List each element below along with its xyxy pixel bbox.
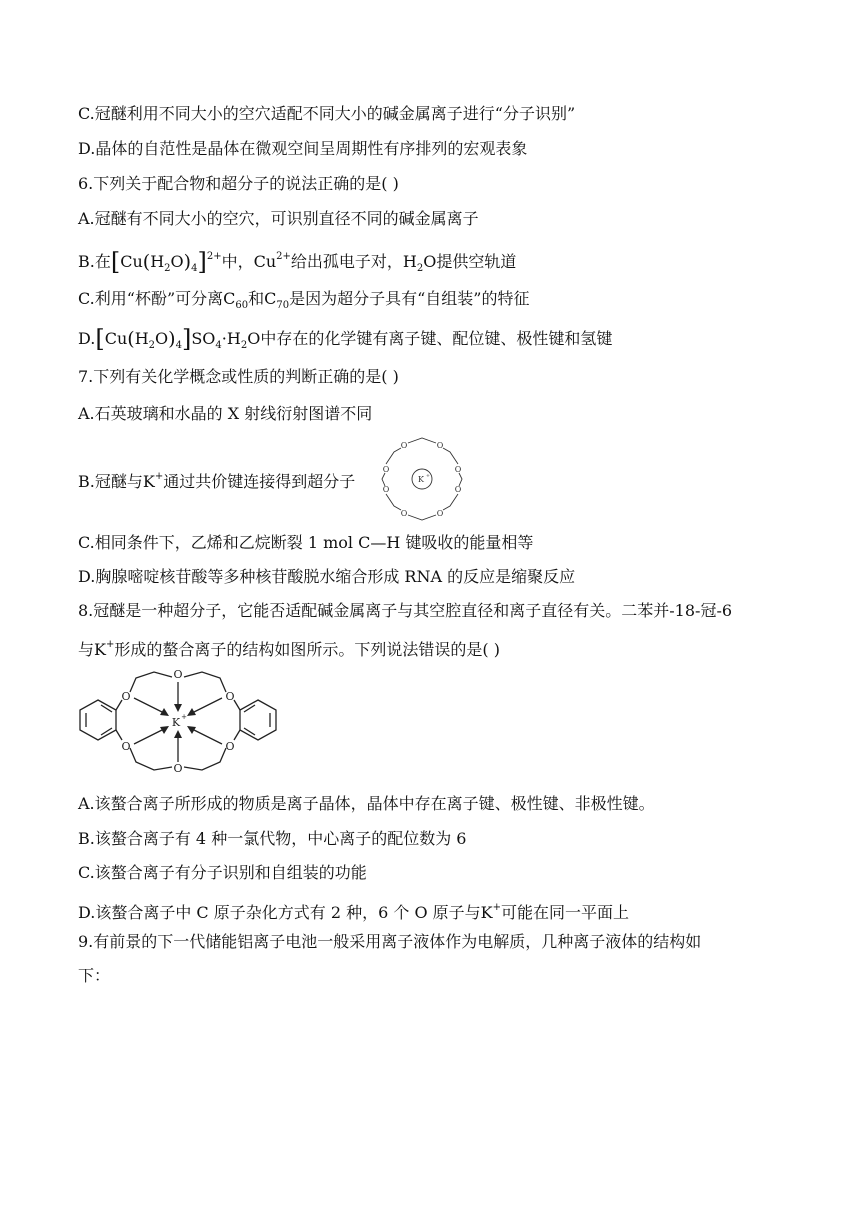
q7-stem: 7.下列有关化学概念或性质的判断正确的是( )	[78, 367, 399, 386]
q6-c-text-3: 是因为超分子具有“自组装”的特征	[289, 289, 530, 308]
q8-stem-text-1: 与	[78, 640, 95, 659]
q6-c-text-2: 和	[248, 289, 265, 308]
formula-sub-4: 4	[175, 340, 182, 351]
water-sub-2: 2	[416, 263, 424, 274]
q6-stem: 6.下列关于配合物和超分子的说法正确的是( )	[78, 174, 399, 193]
formula-o: O	[155, 329, 169, 348]
q9-stem-line-2: 下：	[78, 966, 111, 985]
paren-close: )	[183, 251, 192, 273]
q6-b-text-1: B.在	[78, 252, 111, 271]
paren-open: (	[127, 328, 135, 350]
formula-water-o: O	[247, 329, 261, 348]
crown-o-7: O	[382, 485, 390, 494]
q7-option-a: A.石英玻璃和水晶的 X 射线衍射图谱不同	[78, 404, 373, 423]
q7-option-d: D.胸腺嘧啶核苷酸等多种核苷酸脱水缩合形成 RNA 的反应是缩聚反应	[78, 567, 576, 586]
cu-ion-charge: 2+	[276, 251, 291, 262]
q5-option-d: D.晶体的自范性是晶体在微观空间呈周期性有序排列的宏观表象	[78, 139, 528, 158]
q5-option-c: C.冠醚利用不同大小的空穴适配不同大小的碱金属离子进行“分子识别”	[78, 104, 576, 123]
q6-b-text-4: 提供空轨道	[436, 252, 517, 271]
q8-option-c: C.该螯合离子有分子识别和自组装的功能	[78, 863, 367, 882]
c60-sub: 60	[235, 300, 249, 311]
c70-c: C	[264, 289, 277, 308]
q6-option-b	[78, 246, 516, 280]
k-ion: K	[480, 903, 493, 922]
q6-option-c	[78, 288, 529, 317]
q8-option-a: A.该螯合离子所形成的物质是离子晶体，晶体中存在离子键、极性键、非极性键。	[78, 794, 655, 813]
paren-open: (	[142, 251, 151, 273]
crown-o-2: O	[436, 441, 444, 450]
formula-so-sub: 4	[215, 340, 222, 351]
q7-b-text-2: 通过共价键连接得到超分子	[163, 472, 356, 491]
fig-center-k: K	[171, 716, 181, 729]
formula-sub-4: 4	[191, 263, 198, 274]
bracket-close: ]	[181, 325, 192, 353]
k-ion-charge: +	[105, 639, 115, 650]
q8-stem-line-2	[78, 634, 500, 661]
k-ion: K	[94, 640, 106, 659]
crown-o-4: O	[454, 485, 462, 494]
svg-text:+: +	[425, 473, 431, 479]
q7-b-text-1: B.冠醚与	[78, 472, 143, 491]
crown-center-k: K	[418, 475, 424, 484]
q6-b-text-2: 中，	[221, 252, 254, 271]
q6-d-label: D.	[78, 329, 96, 348]
svg-text:+: +	[181, 713, 187, 721]
fig-o-5: O	[173, 762, 183, 775]
bracket-open: [	[95, 325, 105, 353]
crown-ether-figure	[372, 434, 472, 524]
water-h: H	[402, 252, 417, 271]
formula-cu: Cu	[120, 252, 143, 271]
formula-sub-2: 2	[148, 340, 156, 351]
fig-o-6: O	[225, 740, 235, 753]
fig-o-3: O	[225, 690, 235, 703]
k-ion: K	[142, 472, 155, 491]
fig-o-2: O	[173, 668, 183, 681]
formula-cu: Cu	[104, 329, 128, 348]
k-ion-charge: +	[154, 471, 164, 482]
q8-option-b: B.该螯合离子有 4 种一氯代物，中心离子的配位数为 6	[78, 829, 467, 848]
crown-o-1: O	[400, 441, 408, 450]
c60-c: C	[223, 289, 236, 308]
q6-option-a: A.冠醚有不同大小的空穴，可识别直径不同的碱金属离子	[78, 209, 479, 228]
formula-o: O	[170, 252, 184, 271]
q8-d-text-2: 可能在同一平面上	[501, 903, 630, 922]
crown-o-8: O	[382, 465, 390, 474]
formula-charge: 2+	[206, 251, 222, 262]
formula-sub-2: 2	[164, 263, 171, 274]
paren-close: )	[168, 328, 176, 350]
bracket-close: ]	[197, 248, 207, 276]
k-ion-charge: +	[492, 902, 502, 913]
formula-h: H	[134, 329, 149, 348]
bracket-open: [	[110, 248, 121, 276]
q7-option-c: C.相同条件下，乙烯和乙烷断裂 1 mol C—H 键吸收的能量相等	[78, 533, 534, 552]
q6-d-text: 中存在的化学键有离子键、配位键、极性键和氢键	[260, 329, 613, 348]
dibenzo-crown-figure	[78, 664, 278, 782]
cu-ion: Cu	[253, 252, 277, 271]
q6-c-text-1: C.利用“杯酚”可分离	[78, 289, 224, 308]
fig-o-4: O	[121, 740, 131, 753]
q6-option-d	[78, 325, 613, 357]
q7-option-b	[78, 466, 355, 493]
water-o: O	[423, 252, 437, 271]
q9-stem-line-1: 9.有前景的下一代储能铝离子电池一般采用离子液体作为电解质，几种离子液体的结构如	[78, 932, 702, 951]
crown-o-3: O	[454, 465, 462, 474]
crown-o-6: O	[400, 509, 408, 518]
formula-dot-h: ·H	[221, 329, 241, 348]
formula-h: H	[150, 252, 165, 271]
c70-sub: 70	[276, 300, 290, 311]
q8-stem-line-1: 8.冠醚是一种超分子，它能否适配碱金属离子与其空腔直径和离子直径有关。二苯并-18-冠-6	[78, 601, 733, 620]
q8-option-d	[78, 897, 629, 924]
formula-h-sub: 2	[240, 340, 248, 351]
q8-d-text-1: D.该螯合离子中 C 原子杂化方式有 2 种，6 个 O 原子与	[78, 903, 481, 922]
q6-b-text-3: 给出孤电子对，	[290, 252, 403, 271]
crown-o-5: O	[436, 509, 444, 518]
formula-so: SO	[191, 329, 216, 348]
fig-o-1: O	[121, 690, 131, 703]
q8-stem-text-2: 形成的螯合离子的结构如图所示。下列说法错误的是( )	[114, 640, 500, 659]
